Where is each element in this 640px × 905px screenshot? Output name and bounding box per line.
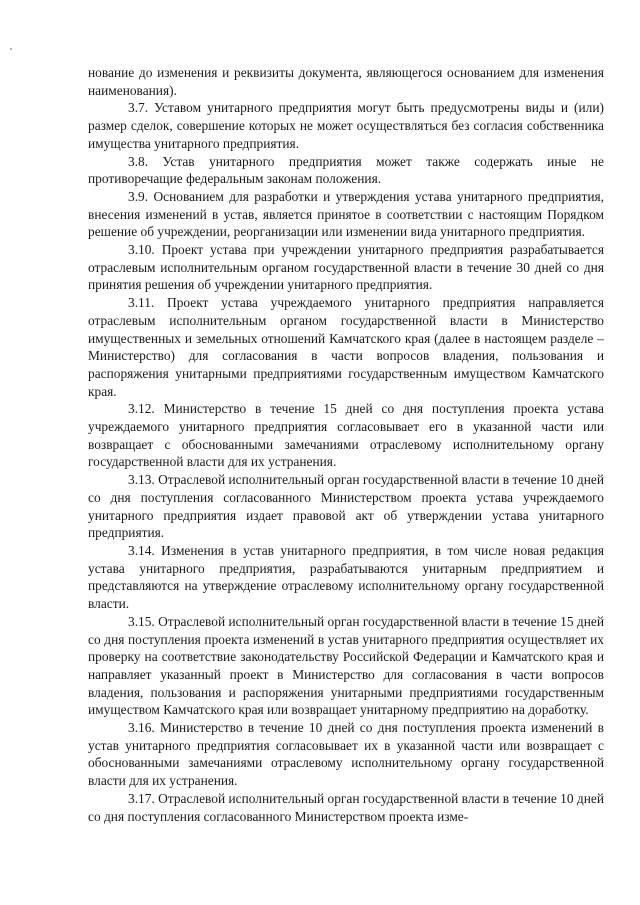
paragraph-3-15: 3.15. Отраслевой исполнительный орган государственной власти в течение 15 дней со дня поступления проекта изменений в устав унитарного предприятия осуществляет их проверку на соответствие законодательству Российской Федерации и Камчатского края и направляет указанный проект в Министерство для согласования в части вопросов владения, пользования и распоряжения унитарными предприятиями государственным имуществом Камчатского края или возвращает унитарному предприятию на доработку.: [88, 613, 604, 718]
paragraph-3-10: 3.10. Проект устава при учреждении унитарного предприятия разрабатывается отраслевым исполнительным органом государственной власти в течение 30 дней со дня принятия решения об учреждении унитарного предприятия.: [88, 242, 604, 293]
paragraph-continuation: нование до изменения и реквизиты документа, являющегося основанием для изменения наименования).: [88, 65, 604, 98]
paragraph-3-13: 3.13. Отраслевой исполнительный орган государственной власти в течение 10 дней со дня поступления согласованного Министерством проекта устава учреждаемого унитарного предприятия издает правовой акт об утверждении устава унитарного предприятия.: [88, 472, 604, 541]
scan-artifact: [10, 48, 12, 50]
paragraph-3-12: 3.12. Министерство в течение 15 дней со дня поступления проекта устава учреждаемого унитарного предприятия согласовывает его в указанной части или возвращает с обоснованными замечаниями отраслевому исполнительному органу государственной власти для их устранения.: [88, 401, 604, 470]
document-body: [88, 64, 604, 825]
paragraph-3-11: 3.11. Проект устава учреждаемого унитарного предприятия направляется отраслевым исполнительным органом государственной власти в Министерство имущественных и земельных отношений Камчатского края (далее в настоящем разделе – Министерство) для согласования в части вопросов владения, пользования и распоряжения унитарными предприятиями государственным имуществом Камчатского края.: [88, 295, 604, 399]
paragraph-3-14: 3.14. Изменения в устав унитарного предприятия, в том числе новая редакция устава унитарного предприятия, разрабатываются унитарным предприятием и представляются на утверждение отраслевому исполнительному органу государственной власти.: [88, 542, 604, 612]
paragraph-3-7: 3.7. Уставом унитарного предприятия могут быть предусмотрены виды и (или) размер сделок, совершение которых не может осуществляться без согласия собственника имущества унитарного предприятия.: [88, 100, 604, 151]
paragraph-3-17: 3.17. Отраслевой исполнительный орган государственной власти в течение 10 дней со дня поступления согласованного Министерством проекта изме-: [88, 790, 604, 824]
paragraph-3-9: 3.9. Основанием для разработки и утверждения устава унитарного предприятия, внесения изменений в устав, является принятое в соответствии с настоящим Порядком решение об учреждении, реорганизации или изменении вида унитарного предприятия.: [88, 188, 604, 240]
paragraph-3-8: 3.8. Устав унитарного предприятия может также содержать иные не противоречащие федеральным законам положения.: [88, 153, 604, 187]
paragraph-3-16: 3.16. Министерство в течение 10 дней со дня поступления проекта изменений в устав унитарного предприятия согласовывает их в указанной части или возвращает с обоснованными замечаниями отраслевому исполнительному органу государственной власти для их устранения.: [88, 720, 604, 789]
